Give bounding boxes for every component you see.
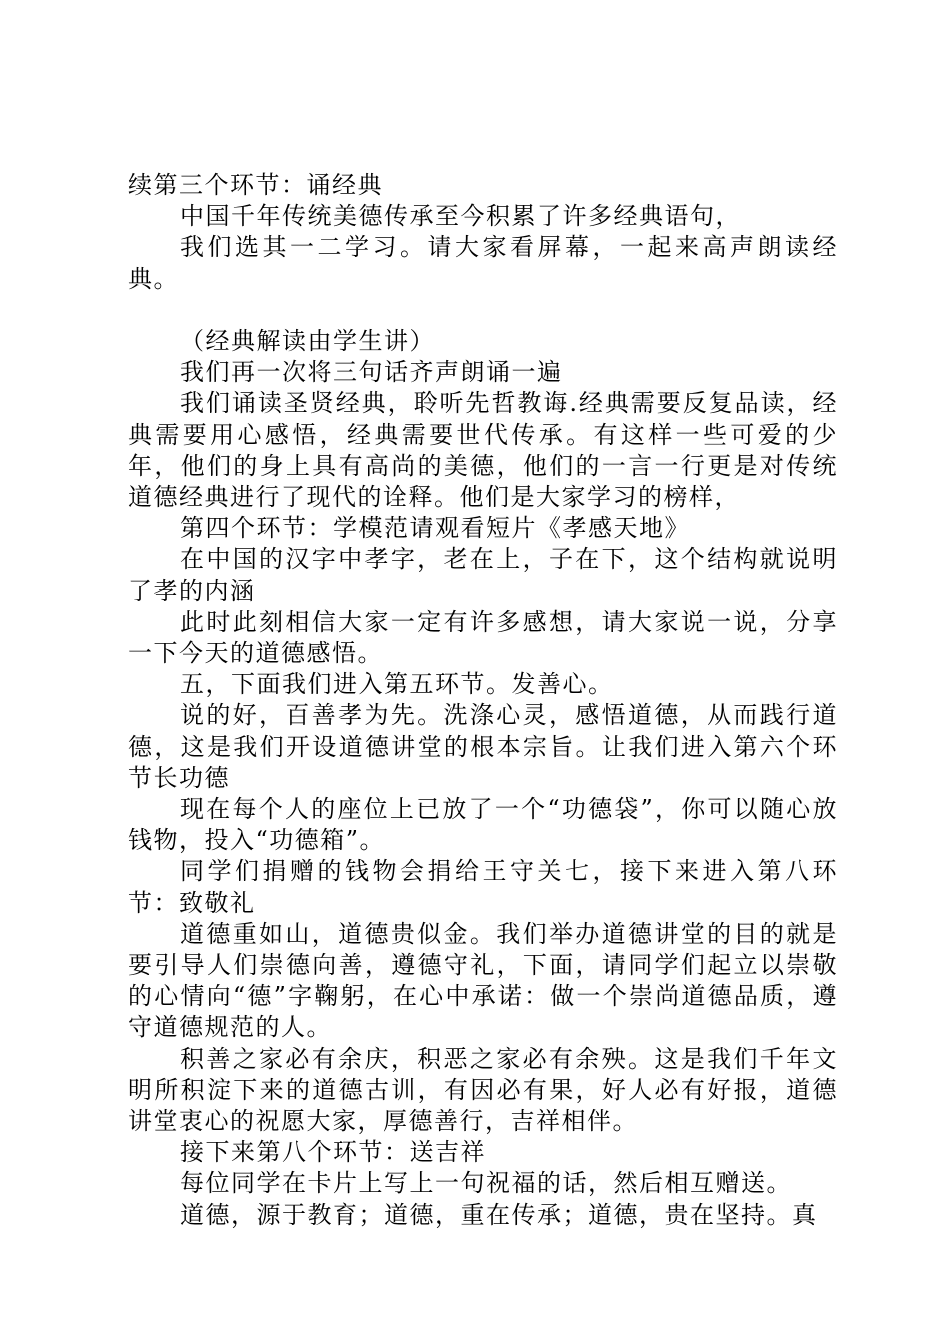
paragraph: 每位同学在卡片上写上一句祝福的话，然后相互赠送。 [180, 1169, 792, 1198]
paragraph: 在中国的汉字中孝字，老在上，子在下，这个结构就说明了孝的内涵 [128, 545, 838, 605]
section-heading: 五，下面我们进入第五环节。发善心。 [180, 670, 614, 699]
paragraph: 我们诵读圣贤经典，聆听先哲教诲.经典需要反复品读，经典需要用心感悟，经典需要世代传承。有这样一些可爱的少年，他们的身上具有高尚的美德，他们的一言一行更是对传统道德经典进行了现代的诠释。他们是大家学习的榜样， [128, 389, 838, 512]
paragraph: 我们选其一二学习。请大家看屏幕，一起来高声朗读经典。 [128, 233, 838, 293]
paragraph: 说的好，百善孝为先。洗涤心灵，感悟道德，从而践行道德，这是我们开设道德讲堂的根本宗旨。让我们进入第六个环节长功德 [128, 701, 838, 792]
section-heading: 接下来第八个环节：送吉祥 [180, 1138, 486, 1167]
document-body [128, 170, 838, 1231]
paragraph: （经典解读由学生讲） [180, 327, 435, 355]
paragraph: 我们再一次将三句话齐声朗诵一遍 [180, 358, 563, 387]
paragraph: 同学们捐赠的钱物会捐给王守关七，接下来进入第八环节：致敬礼 [128, 857, 838, 917]
paragraph: 现在每个人的座位上已放了一个“功德袋”，你可以随心放钱物，投入“功德箱”。 [128, 795, 838, 855]
section-heading: 续第三个环节：诵经典 [128, 171, 383, 199]
section-heading: 第四个环节：学模范请观看短片《孝感天地》 [180, 514, 690, 543]
paragraph: 积善之家必有余庆，积恶之家必有余殃。这是我们千年文明所积淀下来的道德古训，有因必有果，好人必有好报，道德讲堂衷心的祝愿大家，厚德善行，吉祥相伴。 [128, 1044, 838, 1136]
paragraph: 中国千年传统美德传承至今积累了许多经典语句， [180, 202, 741, 231]
blank-line [128, 295, 838, 326]
paragraph: 道德，源于教育；道德，重在传承；道德，贵在坚持。真 [180, 1200, 818, 1229]
paragraph: 道德重如山，道德贵似金。我们举办道德讲堂的目的就是要引导人们崇德向善，遵德守礼，下面，请同学们起立以崇敬的心情向“德”字鞠躬，在心中承诺：做一个崇尚道德品质，遵守道德规范的人。 [128, 919, 838, 1042]
paragraph: 此时此刻相信大家一定有许多感想，请大家说一说，分享一下今天的道德感悟。 [128, 607, 838, 668]
